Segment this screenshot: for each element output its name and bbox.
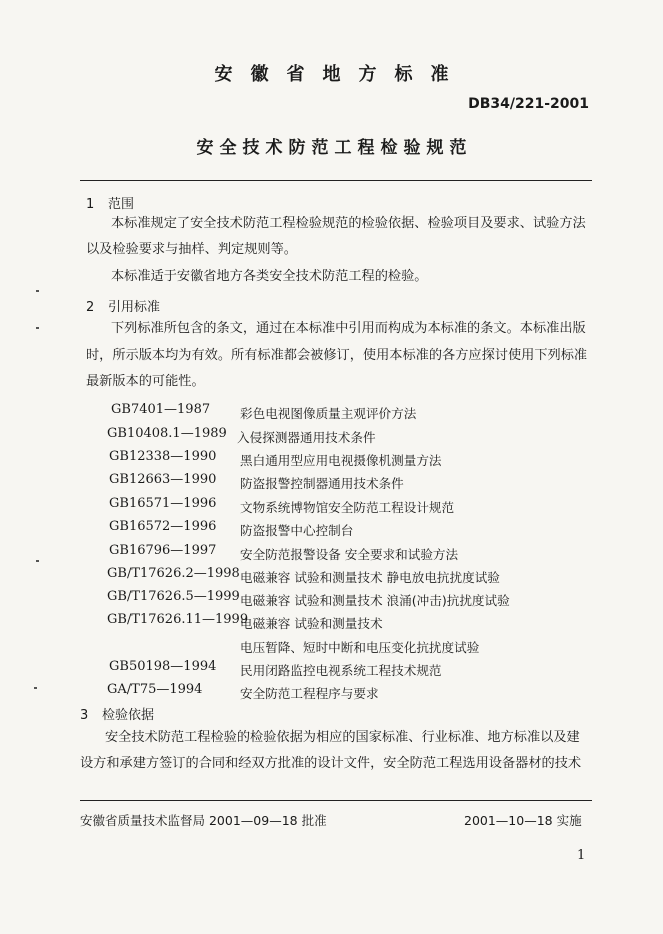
reference-title: 防盗报警控制器通用技术条件: [240, 476, 404, 491]
section-1-heading: [86, 193, 134, 212]
paragraph-line: 最新版本的可能性。: [86, 374, 205, 389]
reference-code: GB/T17626.11—1999: [107, 612, 249, 627]
section-3-heading: [80, 704, 154, 723]
reference-title: 防盗报警中心控制台: [240, 523, 354, 538]
section-number: 2: [86, 300, 95, 315]
paragraph-line: 下列标准所包含的条文，通过在本标准中引用而构成为本标准的条文。本标准出版: [111, 321, 586, 336]
reference-title: 安全防范工程程序与要求: [240, 686, 379, 701]
document-title: 安全技术防范工程检验规范: [196, 138, 473, 158]
reference-title: 文物系统博物馆安全防范工程设计规范: [240, 500, 455, 515]
scan-speck: [36, 327, 39, 329]
reference-code: GB50198—1994: [109, 659, 217, 674]
reference-code: GB/T17626.5—1999: [107, 589, 240, 604]
paragraph-line: 本标准规定了安全技术防范工程检验规范的检验依据、检验项目及要求、试验方法: [111, 216, 586, 231]
header-divider: [80, 180, 592, 181]
reference-title: 电磁兼容 试验和测量技术 浪涌(冲击)抗扰度试验: [240, 593, 510, 608]
reference-title: 电磁兼容 试验和测量技术: [240, 616, 383, 631]
paragraph-line: 以及检验要求与抽样、判定规则等。: [86, 242, 297, 257]
reference-code: GB12663—1990: [109, 472, 217, 487]
scan-speck: [34, 687, 37, 689]
reference-code: GB12338—1990: [109, 449, 217, 464]
section-number: 3: [80, 708, 89, 723]
section-2-heading: [86, 296, 160, 315]
reference-code: GB16796—1997: [109, 543, 217, 558]
paragraph-line: 本标准适于安徽省地方各类安全技术防范工程的检验。: [111, 269, 428, 284]
standard-code: DB34/221-2001: [468, 96, 589, 112]
scan-speck: [36, 560, 39, 562]
paragraph-line: 安全技术防范工程检验的检验依据为相应的国家标准、行业标准、地方标准以及建: [105, 730, 580, 745]
section-title: 引用标准: [108, 300, 161, 315]
reference-title: 安全防范报警设备 安全要求和试验方法: [240, 547, 459, 562]
standard-type-heading: 安徽省地方标准: [214, 64, 467, 85]
section-number: 1: [86, 197, 95, 212]
section-title: 检验依据: [102, 708, 155, 723]
reference-code: GB16572—1996: [109, 519, 217, 534]
page-number: 1: [577, 848, 586, 863]
reference-title: 黑白通用型应用电视摄像机测量方法: [240, 453, 442, 468]
reference-title: 彩色电视图像质量主观评价方法: [240, 406, 417, 421]
reference-title-continuation: 电压暂降、短时中断和电压变化抗扰度试验: [240, 640, 480, 655]
section-title: 范围: [108, 197, 135, 212]
issue-info: 安徽省质量技术监督局 2001—09—18 批准: [80, 813, 327, 828]
paragraph-line: 时，所示版本均为有效。所有标准都会被修订，使用本标准的各方应探讨使用下列标准: [86, 348, 588, 363]
reference-code: GB/T17626.2—1998: [107, 566, 240, 581]
effective-date: 2001—10—18 实施: [464, 813, 582, 828]
reference-code: GB10408.1—1989: [107, 426, 227, 441]
paragraph-line: 设方和承建方签订的合同和经双方批准的设计文件，安全防范工程选用设备器材的技术: [80, 756, 582, 771]
reference-code: GB7401—1987: [111, 402, 211, 417]
reference-code: GB16571—1996: [109, 496, 217, 511]
footer-divider: [80, 800, 592, 801]
reference-title: 民用闭路监控电视系统工程技术规范: [240, 663, 442, 678]
reference-title: 电磁兼容 试验和测量技术 静电放电抗扰度试验: [240, 570, 500, 585]
reference-title: 入侵探测器通用技术条件: [237, 430, 376, 445]
reference-code: GA/T75—1994: [107, 682, 203, 697]
scan-speck: [36, 290, 39, 292]
